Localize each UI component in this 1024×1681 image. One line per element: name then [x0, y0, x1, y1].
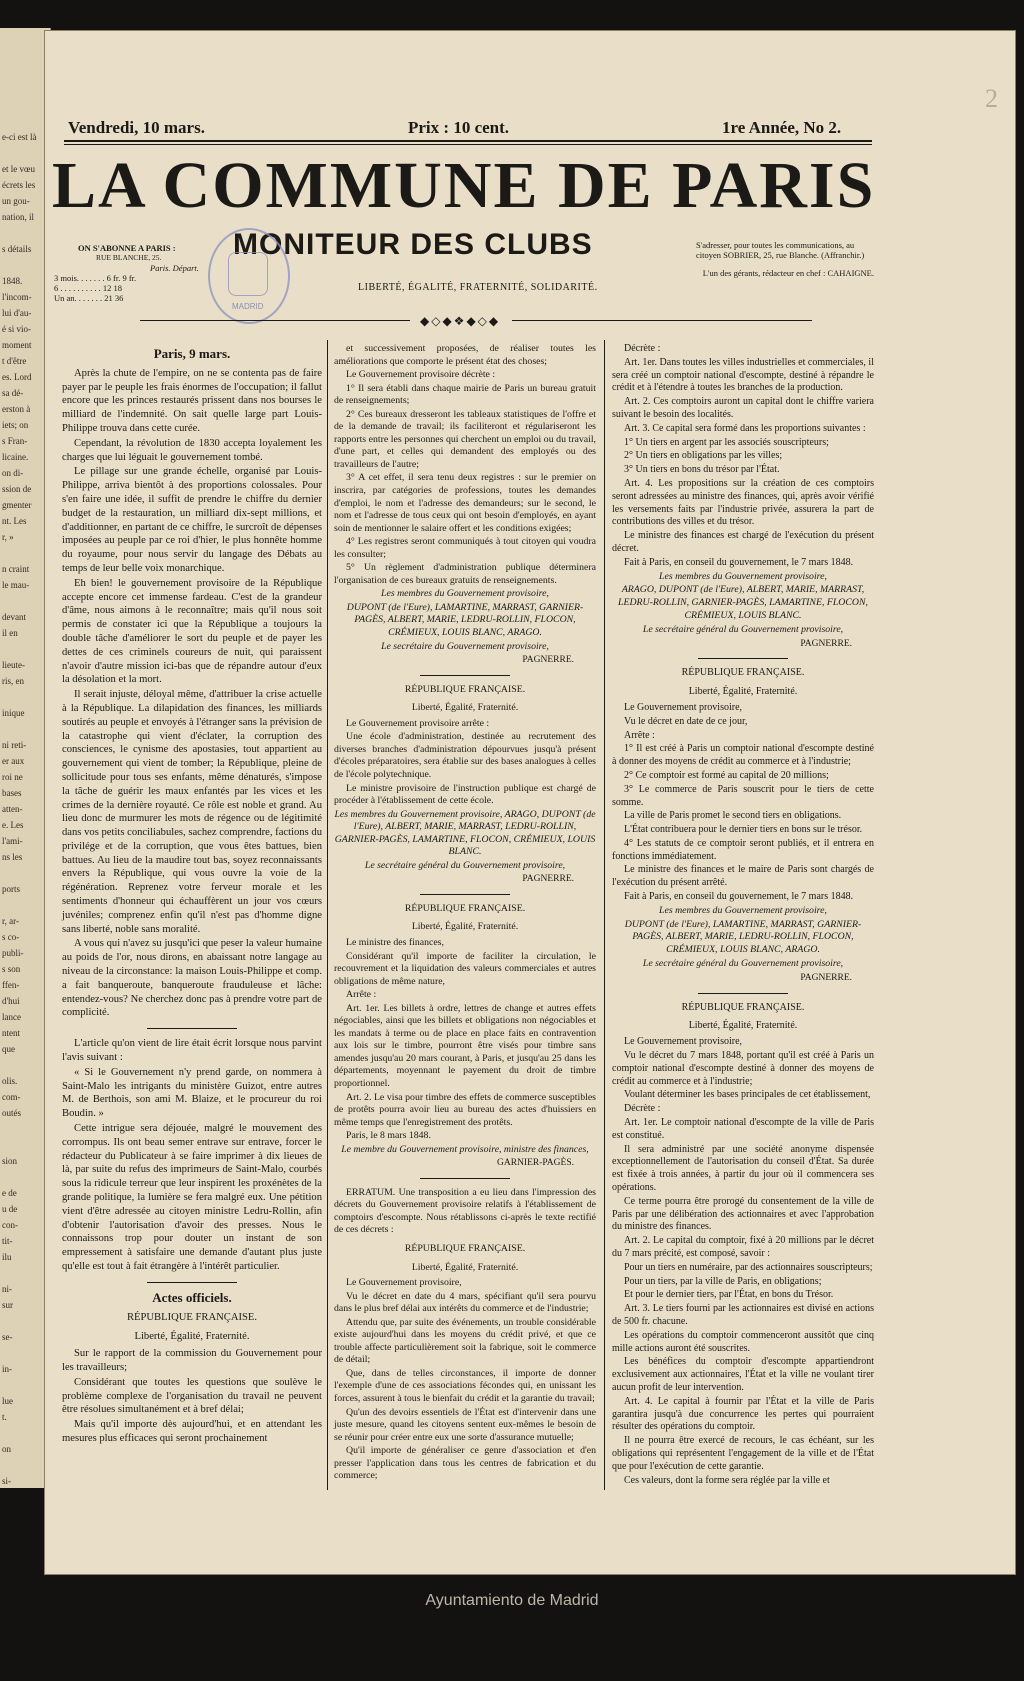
- signature-block: Le secrétaire général du Gouvernement provisoire,: [642, 623, 844, 635]
- article-title: Paris, 9 mars.: [153, 346, 231, 361]
- spine-text-line: u de: [2, 1204, 18, 1214]
- paragraph: Le Gouvernement provisoire décrète :: [346, 369, 496, 381]
- paragraph: Après la chute de l'empire, on ne se contenta pas de faire payer par le peuple les frais énormes de l'occupation; il fallut encore que les princes restaurés prissent dans nos bourses le milliard de l'indemnité. On sait quelle large part Louis-Philippe trouva dans cette curée.: [62, 367, 322, 434]
- masthead-title: LA COMMUNE DE PARIS: [52, 149, 876, 222]
- paragraph: Vu le décret du 7 mars 1848, portant qu'il est créé à Paris un comptoir national d'escompte destiné à donner des moyens de crédit au commerce et à l'industrie;: [612, 1050, 874, 1087]
- spine-text-line: licaine.: [2, 452, 29, 462]
- section-divider: [420, 894, 510, 895]
- spine-text-line: on di-: [2, 468, 24, 478]
- paragraph: Ce terme pourra être prorogé du consentement de la ville de Paris par une délibération des actionnaires et avec l'approbation du ministre des finances.: [612, 1195, 874, 1233]
- section-heading: RÉPUBLIQUE FRANÇAISE.: [681, 667, 805, 679]
- paragraph: 2° Un tiers en obligations par les villes;: [624, 450, 783, 462]
- spine-text-line: si-: [2, 1476, 11, 1486]
- paragraph: Les bénéfices du comptoir d'escompte appartiendront exclusivement aux actionnaires, l'État et la ville ne voulant tirer aucun profit de leur intervention.: [612, 1356, 874, 1393]
- spine-text-line: et le vœu: [2, 164, 35, 174]
- signature-name: GARNIER-PAGÈS.: [497, 1158, 574, 1169]
- spine-text-line: sion: [2, 1156, 18, 1166]
- spine-text-line: l'incom-: [2, 292, 32, 302]
- issue-date: Vendredi, 10 mars.: [68, 118, 205, 137]
- header-top-rule-thin: [64, 144, 872, 145]
- paragraph: Le ministre des finances,: [346, 936, 444, 948]
- paragraph: L'État contribuera pour le dernier tiers en bons sur le trésor.: [624, 824, 863, 836]
- spine-text-line: nation, il: [2, 212, 34, 222]
- spine-text-line: atten-: [2, 804, 23, 814]
- paragraph: Mais qu'il importe dès aujourd'hui, et en attendant les mesures plus efficaces qui seront prochainement: [62, 1419, 322, 1444]
- paragraph: L'article qu'on vient de lire était écrit lorsque nous parvint l'avis suivant :: [62, 1038, 322, 1064]
- spine-text-line: publi-: [2, 948, 24, 958]
- paragraph: Le Gouvernement provisoire,: [624, 701, 743, 713]
- paragraph: Art. 1er. Le comptoir national d'escompte de la ville de Paris est constitué.: [612, 1117, 874, 1141]
- paragraph: Que, dans de telles circonstances, il importe de donner l'exemple d'une de ces associations fécondes qui, en unissant les forces, assurent à tous le bienfait du crédit et la garantie du travail;: [334, 1367, 596, 1405]
- section-heading: Liberté, Égalité, Fraternité.: [411, 702, 519, 714]
- subscription-title: ON S'ABONNE A PARIS :: [78, 243, 176, 253]
- paragraph: Art. 1er. Les billets à ordre, lettres de change et autres effets négociables, ainsi que les billets et obligations non négociables et les mandats à terme ou de place en place faits en contravention aux lois sur le timbre, pourront être visés pour timbre sans amendes jusqu'au 20 mars courant, à Paris, et jusqu'au 25 dans les départements, moyennant le payement du droit de timbre proportionnel.: [334, 1002, 596, 1089]
- paragraph: Il ne pourra être exercé de recours, le cas échéant, sur les obligations qui représentent l'engagement de la ville et de l'État que pour l'exécution de cette garantie.: [612, 1435, 874, 1472]
- ornament-icon: ◆◇◆❖◆◇◆: [420, 314, 501, 328]
- spine-text-line: s Fran-: [2, 436, 28, 446]
- section-heading: RÉPUBLIQUE FRANÇAISE.: [404, 902, 526, 914]
- spine-text-line: que: [2, 1044, 15, 1054]
- spine-text-line: devant: [2, 612, 26, 622]
- section-heading: Liberté, Égalité, Fraternité.: [411, 921, 519, 933]
- paragraph: Arrête :: [346, 989, 377, 1001]
- section-heading: RÉPUBLIQUE FRANÇAISE.: [404, 1243, 526, 1254]
- paragraph: La ville de Paris promet le second tiers en obligations.: [624, 810, 842, 822]
- paragraph: Art. 4. Le capital à fournir par l'État et la ville de Paris garantira jusqu'à due concurrence les pertes qui pourraient résulter des opérations du comptoir.: [612, 1395, 874, 1433]
- subscription-row: 6 . . . . . . . . . . 12 18: [54, 283, 122, 293]
- spine-text-line: ni reti-: [2, 740, 27, 750]
- paragraph: Attendu que, par suite des événements, un trouble considérable existe aujourd'hui dans les moyens du crédit privé, et que ce trouble affecte particulièrement soit la fabrique, soit le commerce de détail;: [334, 1316, 596, 1366]
- spine-text-line: bases: [2, 788, 22, 798]
- signature-name: PAGNERRE.: [800, 972, 852, 983]
- issue-price: Prix : 10 cent.: [408, 118, 510, 137]
- paragraph: Pour un tiers en numéraire, par des actionnaires souscripteurs;: [624, 1261, 873, 1273]
- spine-text-line: s co-: [2, 932, 20, 942]
- signature-block: Les membres du Gouvernement provisoire,: [659, 904, 827, 916]
- section-heading: Liberté, Égalité, Fraternité.: [688, 1020, 798, 1032]
- spine-text-line: er aux: [2, 756, 25, 766]
- stamp-text: MADRID: [232, 302, 264, 311]
- paragraph: Décrète :: [624, 343, 661, 354]
- paragraph: Qu'un des devoirs essentiels de l'État est d'intervenir dans une juste mesure, quand les citoyens sentent eux-mêmes le besoin de se réunir pour créer entre eux une sorte d'assurance mutuelle;: [334, 1406, 596, 1443]
- section-divider: [698, 993, 788, 994]
- spine-text-line: ntent: [2, 1028, 20, 1038]
- spine-text-line: es. Lord: [2, 372, 32, 382]
- spine-text-line: il en: [2, 628, 18, 638]
- spine-text-line: com-: [2, 1092, 21, 1102]
- paragraph: 3° Le commerce de Paris souscrit pour le tiers de cette somme.: [612, 783, 874, 808]
- header-top-rule: [64, 140, 872, 142]
- column-3: [612, 343, 874, 1488]
- library-stamp: [208, 228, 290, 324]
- section-divider: [698, 658, 788, 659]
- paragraph: Arrête :: [624, 729, 655, 741]
- spine-text-line: nt. Les: [2, 516, 27, 526]
- spine-text-line: gmenter: [2, 500, 32, 510]
- masthead-subtitle: MONITEUR DES CLUBS: [233, 228, 593, 261]
- spine-text-line: e. Les: [2, 820, 24, 830]
- spine-text-line: n craint: [2, 564, 30, 574]
- spine-text-line: e-ci est là: [2, 132, 37, 142]
- stamp-crest-icon: [228, 252, 268, 296]
- paragraph: Considérant que toutes les questions que soulève le problème complexe de l'organisation du travail ne peuvent être résolues simultanément et à bref délai;: [62, 1376, 322, 1416]
- address-note: S'adresser, pour toutes les communications, au citoyen SOBRIER, 25, rue Blanche. (Affranchir.): [696, 240, 865, 260]
- spine-text-line: 1848.: [2, 276, 23, 286]
- spine-text-line: lieute-: [2, 660, 25, 670]
- paragraph: Le ministre provisoire de l'instruction publique est chargé de procéder à l'établissement de cette école.: [334, 782, 596, 807]
- paragraph: 3° A cet effet, il sera tenu deux registres : sur le premier on inscrira, par catégories de professions, toutes les demandes d'emploi, le nom et l'adresse des demandeurs; sur le second, le nom et l'adresse de tous ceux qui ont besoin d'employés, en ayant soin de mentionner le salaire offert et les conditions exigées;: [334, 472, 596, 534]
- signature-block: DUPONT (de l'Eure), LAMARTINE, MARRAST, GARNIER-PAGÈS, ALBERT, MARIE, LEDRU-ROLLIN, FLOCON, CRÉMIEUX, LOUIS BLANC, ARAGO.: [346, 601, 584, 639]
- spine-text-line: un gou-: [2, 196, 30, 206]
- spine-text-line: é si vio-: [2, 324, 31, 334]
- column-1: [62, 343, 322, 1447]
- paragraph: Et pour le dernier tiers, par l'État, en bons du Trésor.: [624, 1289, 834, 1301]
- paragraph: Art. 2. Le capital du comptoir, fixé à 20 millions par le décret du 7 mars précité, est composé, savoir :: [612, 1235, 874, 1259]
- paragraph: Art. 3. Le tiers fourni par les actionnaires est divisé en actions de 500 fr. chacune.: [612, 1303, 874, 1327]
- spine-text-line: iets; on: [2, 420, 29, 430]
- signature-block: Les membres du Gouvernement provisoire, ARAGO, DUPONT (de l'Eure), ALBERT, MARIE, MARRAST, LEDRU-ROLLIN, GARNIER-PAGÈS, LAMARTINE, FLOCON, CRÉMIEUX, LOUIS BLANC.: [334, 808, 596, 858]
- paragraph: 1° Il sera établi dans chaque mairie de Paris un bureau gratuit de renseignements;: [334, 382, 596, 407]
- spine-text-line: t.: [2, 1412, 7, 1422]
- spine-text-line: roi ne: [2, 772, 23, 782]
- signature-block: Le membre du Gouvernement provisoire, ministre des finances,: [341, 1143, 589, 1155]
- signature-block: ARAGO, DUPONT (de l'Eure), ALBERT, MARIE, MARRAST, LEDRU-ROLLIN, GARNIER-PAGÈS, LAMARTINE, FLOCON, CRÉMIEUX, LOUIS BLANC.: [618, 584, 868, 621]
- signature-block: Les membres du Gouvernement provisoire,: [659, 570, 827, 582]
- spine-text-line: ports: [2, 884, 20, 894]
- paragraph: 1° Il est créé à Paris un comptoir national d'escompte destiné à donner des moyens de crédit au commerce et à l'industrie;: [612, 743, 874, 768]
- paragraph: et successivement proposées, de réaliser toutes les améliorations que comporte le présent état des choses;: [334, 343, 596, 367]
- spine-text-line: d'hui: [2, 996, 20, 1006]
- paragraph: Le ministre des finances et le maire de Paris sont chargés de l'exécution du présent arrêté.: [612, 864, 874, 889]
- paragraph: A vous qui n'avez su jusqu'ici que peser la valeur humaine au poids de l'or, nous dirons, en abaissant notre langage au niveau de la circonstance: la maison Louis-Philippe et comp. a fait banqueroute, banqueroute frauduleuse et lâche: entendez-vous? Ne cherchez donc pas à prendre votre part de complicité.: [62, 938, 322, 1019]
- section-heading: RÉPUBLIQUE FRANÇAISE.: [126, 1311, 258, 1323]
- ornament-rule-right: [512, 320, 812, 321]
- paragraph: Une école d'administration, destinée au recrutement des diverses branches d'administration dépourvues jusqu'à présent d'écoles préparatoires, sera établie sur des bases analogues à celles de l'école polytechnique.: [334, 731, 596, 780]
- spine-text-line: sa dé-: [2, 388, 24, 398]
- paragraph: 3° Un tiers en bons du trésor par l'État.: [624, 464, 780, 476]
- paragraph: Art. 2. Le visa pour timbre des effets de commerce susceptibles de protêts pourra avoir lieu au bureau des actes d'huissiers en même temps que l'enregistrement des protêts.: [334, 1091, 596, 1128]
- spine-text-line: le mau-: [2, 580, 30, 590]
- signature-block: Le secrétaire du Gouvernement provisoire,: [381, 640, 549, 652]
- paragraph: Décrète :: [624, 1103, 661, 1115]
- paragraph: Il sera administré par une société anonyme dispensée exceptionnellement de l'autorisation du conseil d'État. Sa durée est fixée à trois années, à partir du jour où il commencera ses opérations.: [612, 1143, 874, 1194]
- spine-text-line: lui d'au-: [2, 308, 32, 318]
- spine-text-line: on: [2, 1444, 11, 1454]
- paragraph: Le Gouvernement provisoire,: [346, 1277, 462, 1289]
- page-number: 2: [985, 84, 998, 113]
- paragraph: « Si le Gouvernement n'y prend garde, on nommera à Saint-Malo les intrigants du ministère Guizot, entre autres M. de Berthois, son ami M. Blaize, et le procureur du roi Boudin. »: [62, 1066, 322, 1120]
- paragraph: Il serait injuste, déloyal même, d'attribuer la crise actuelle à la République. La dilapidation des finances, les milliards soutirés au peuple et envoyés à l'étranger sans la prévision de la catastrophe qui vient d'éclater, la corruption des consciences, le cynisme des apostasies, tout appartient au gouvernement qui vient de tomber; la République, pleine de sollicitude pour tous ses enfants, même dénaturés, s'impose la tâche de guérir les maux enfantés par les vices et les crimes de la dernière royauté. Ce rôle est noble et grand. Au lieu donc de murmurer les mots de régence ou de légitimité dans vos petits conciliabules, sachez comprendre, factions du privilége et de la corruption, que vous êtes battues, bien battues. Au lieu de la maudire tout bas, soyez reconnaissants envers la République, qui vous ouvre la voie de la régénération. Reprenez votre ferveur morale et les sentiments d'honneur qui échauffèrent un jour vos cœurs juvéniles; comprenez enfin qu'il n'est pas d'homme digne sans liberté, noble sans moralité.: [62, 689, 322, 935]
- paragraph: Cependant, la révolution de 1830 accepta loyalement les charges que lui léguait le gouvernement tombé.: [62, 437, 322, 463]
- paragraph: Art. 2. Ces comptoirs auront un capital dont le chiffre variera suivant le besoin des localités.: [612, 396, 874, 420]
- spine-text-line: s son: [2, 964, 21, 974]
- spine-text-line: écrets les: [2, 180, 36, 190]
- editor-note: L'un des gérants, rédacteur en chef : CAHAIGNE.: [702, 268, 874, 278]
- section-heading: Liberté, Égalité, Fraternité.: [411, 1261, 519, 1273]
- paragraph: Paris, le 8 mars 1848.: [346, 1130, 431, 1142]
- paragraph: Voulant déterminer les bases principales de cet établissement,: [624, 1089, 871, 1101]
- source-watermark: Ayuntamiento de Madrid: [425, 1592, 599, 1609]
- spine-text-line: ssion de: [2, 484, 32, 494]
- paragraph: 5° Un règlement d'administration publique déterminera l'organisation de ces bureaux gratuits de renseignements.: [334, 562, 596, 586]
- paragraph: Qu'il importe de généraliser ce genre d'association et d'en presser l'application dans tous les centres de fabrication et du commerce;: [334, 1445, 596, 1482]
- spine-text-line: lance: [2, 1012, 21, 1022]
- section-heading: Liberté, Égalité, Fraternité.: [134, 1331, 250, 1343]
- spine-text-line: moment: [2, 340, 32, 350]
- spine-text-line: ns les: [2, 852, 23, 862]
- paragraph: 4° Les registres seront communiqués à tout citoyen qui voudra les consulter;: [334, 536, 596, 560]
- section-heading: Liberté, Égalité, Fraternité.: [688, 686, 798, 698]
- ornament-rule-left: [140, 320, 410, 321]
- paragraph: Les opérations du comptoir commenceront aussitôt que cinq mille actions auront été souscrites.: [612, 1329, 874, 1354]
- spine-text-line: l'ami-: [2, 836, 23, 846]
- spine-text-line: olis.: [2, 1076, 18, 1086]
- spine-text-line: ni-: [2, 1284, 12, 1294]
- paragraph: Art. 3. Ce capital sera formé dans les proportions suivantes :: [624, 422, 866, 434]
- spine-text-line: ilu: [2, 1252, 12, 1262]
- spine-text-line: inique: [2, 708, 25, 718]
- paragraph: Vu le décret en date de ce jour,: [624, 715, 748, 727]
- section-divider: [420, 675, 510, 676]
- paragraph: 1° Un tiers en argent par les associés souscripteurs;: [624, 436, 829, 448]
- spine-text-line: r, »: [2, 532, 14, 542]
- paragraph: Fait à Paris, en conseil du gouvernement, le 7 mars 1848.: [624, 556, 854, 568]
- signature-name: PAGNERRE.: [522, 874, 574, 885]
- subscription-row: Un an. . . . . . . 21 36: [54, 293, 124, 303]
- section-heading: RÉPUBLIQUE FRANÇAISE.: [404, 683, 526, 695]
- signature-name: PAGNERRE.: [800, 638, 852, 649]
- section-divider: [420, 1178, 510, 1179]
- spine-text-line: t d'être: [2, 356, 27, 366]
- subscription-address: RUE BLANCHE, 25.: [96, 253, 162, 262]
- section-heading: RÉPUBLIQUE FRANÇAISE.: [681, 1001, 805, 1013]
- spine-text-line: con-: [2, 1220, 18, 1230]
- spine-text-line: in-: [2, 1364, 12, 1374]
- paragraph: Le pillage sur une grande échelle, organisé par Louis-Philippe, arriva bientôt à des proportions colossales. Pour s'en faire une idée, il suffit de prendre le chiffre du dernier budget de la restauration, un milliard dix-sept millions, et d'additionner, en partant de ce chiffre, le surcroît de dépenses imposées au peuple par ce roi d'hier, le plus honnête homme du royaume, pour nous servir du langage des Débats au temps de leur belle voix monarchique.: [62, 466, 322, 574]
- spine-text-line: se-: [2, 1332, 13, 1342]
- spine-text-line: ris, en: [2, 676, 24, 686]
- paragraph: Le Gouvernement provisoire arrête :: [346, 717, 490, 729]
- spine-text-line: e de: [2, 1188, 17, 1198]
- column-divider: [604, 340, 605, 1490]
- paragraph: Considérant qu'il importe de faciliter la circulation, le recouvrement et la liquidation des valeurs commerciales et autres obligations de même nature,: [334, 950, 596, 987]
- paragraph: Ces valeurs, dont la forme sera réglée par la ville et: [624, 1474, 830, 1486]
- paragraph: Le Gouvernement provisoire,: [624, 1036, 743, 1048]
- spine-text-line: tit-: [2, 1236, 13, 1246]
- paragraph: Eh bien! le gouvernement provisoire de la République accepte encore cet immense fardeau. C'est de la grandeur d'âme, nous aimons à le reconnaître; mais qu'il nous soit permis de constater ici que la République a toujours la double tâche d'améliorer le sort du peuple et de payer les dettes de ces criminels coureurs de nuit, qui paraissent n'avoir d'autre mission ici-bas que de répandre autour d'eux la désolation et la mort.: [62, 577, 322, 686]
- issue-number: 1re Année, No 2.: [722, 118, 842, 137]
- spine-text-line: outés: [2, 1108, 21, 1118]
- paragraph: Fait à Paris, en conseil du gouvernement, le 7 mars 1848.: [624, 891, 854, 903]
- paragraph: Cette intrigue sera déjouée, malgré le mouvement des corrompus. Ils ont beau semer entrave sur entrave, forcer le rédacteur du Publicateur à se faire imprimer à dix lieues de là, par suite du refus des imprimeurs de Saint-Malo, courbés sous la ridicule terreur que leur inspirent les proxénètes de la grande politique, la lumière se fera malgré eux. Une pétition vient d'être adressée au citoyen ministre Ledru-Rollin, afin d'obtenir l'autorisation d'avoir des presses. Nous le connaissons trop pour douter un instant de son empressement à satisfaire une demande d'autant plus juste qu'elle est tout à fait étrangère à l'intérêt particulier.: [62, 1123, 322, 1272]
- signature-block: Le secrétaire général du Gouvernement provisoire,: [364, 859, 566, 871]
- paragraph: Vu le décret en date du 4 mars, spécifiant qu'il sera pourvu dans le plus bref délai aux intérêts du commerce et de l'industrie;: [334, 1290, 596, 1315]
- spine-text-line: r, ar-: [2, 916, 19, 926]
- section-divider: [147, 1028, 237, 1029]
- spine-text-line: s détails: [2, 244, 32, 254]
- spine-text-line: erston à: [2, 404, 31, 414]
- subscription-row: 3 mois. . . . . . . 6 fr. 9 fr.: [54, 273, 137, 283]
- column-2: [334, 343, 596, 1484]
- paragraph: 2° Ce comptoir est formé au capital de 20 millions;: [624, 769, 829, 781]
- signature-block: Le secrétaire général du Gouvernement provisoire,: [642, 958, 844, 970]
- paragraph: Le ministre des finances est chargé de l'exécution du présent décret.: [612, 530, 874, 554]
- paragraph: Art. 1er. Dans toutes les villes industrielles et commerciales, il sera créé un comptoir national d'escompte, destiné à répandre le crédit et à l'étendre à toutes les branches de la production.: [612, 356, 874, 394]
- article-title: Actes officiels.: [152, 1289, 232, 1305]
- paragraph: Sur le rapport de la commission du Gouvernement pour les travailleurs;: [62, 1348, 322, 1373]
- paragraph: Pour un tiers, par la ville de Paris, en obligations;: [624, 1275, 822, 1287]
- section-divider: [147, 1282, 237, 1283]
- signature-block: Les membres du Gouvernement provisoire,: [381, 588, 549, 600]
- signature-block: DUPONT (de l'Eure), LAMARTINE, MARRAST, GARNIER-PAGÈS, ALBERT, MARIE, LEDRU-ROLLIN, FLOCON, CRÉMIEUX, LOUIS BLANC, ARAGO.: [624, 918, 862, 956]
- spine-text-line: ffen-: [2, 980, 20, 990]
- column-divider: [327, 340, 328, 1490]
- paragraph: 2° Ces bureaux dresseront les tableaux statistiques de l'offre et de la demande de travail; ils faciliteront et régulariseront les rapports entre les personnes qui cherchent un emploi ou du travail, d'une part, et celles qui demandent des employés ou des travailleurs de l'autre;: [334, 408, 596, 470]
- paragraph: ERRATUM. Une transposition a eu lieu dans l'impression des décrets du Gouvernement provisoire relatifs à l'établissement de comptoirs d'escompte. Nous rétablissons ci-après le texte rectifié de ces décrets :: [334, 1186, 596, 1236]
- subscription-header: Paris. Départ.: [150, 263, 199, 273]
- spine-text-line: sur: [2, 1300, 13, 1310]
- paragraph: Art. 4. Les propositions sur la création de ces comptoirs seront adressées au ministre des finances, qui, après avoir vérifié les versements faits par l'industrie privée, assurera la part de contributions des villes et du trésor.: [612, 477, 874, 528]
- signature-name: PAGNERRE.: [522, 655, 574, 666]
- paragraph: 4° Les statuts de ce comptoir seront publiés, et il entrera en fonctions immédiatement.: [612, 837, 874, 862]
- masthead-motto: LIBERTÉ, ÉGALITÉ, FRATERNITÉ, SOLIDARITÉ.: [358, 282, 598, 293]
- spine-text-line: lue: [2, 1396, 13, 1406]
